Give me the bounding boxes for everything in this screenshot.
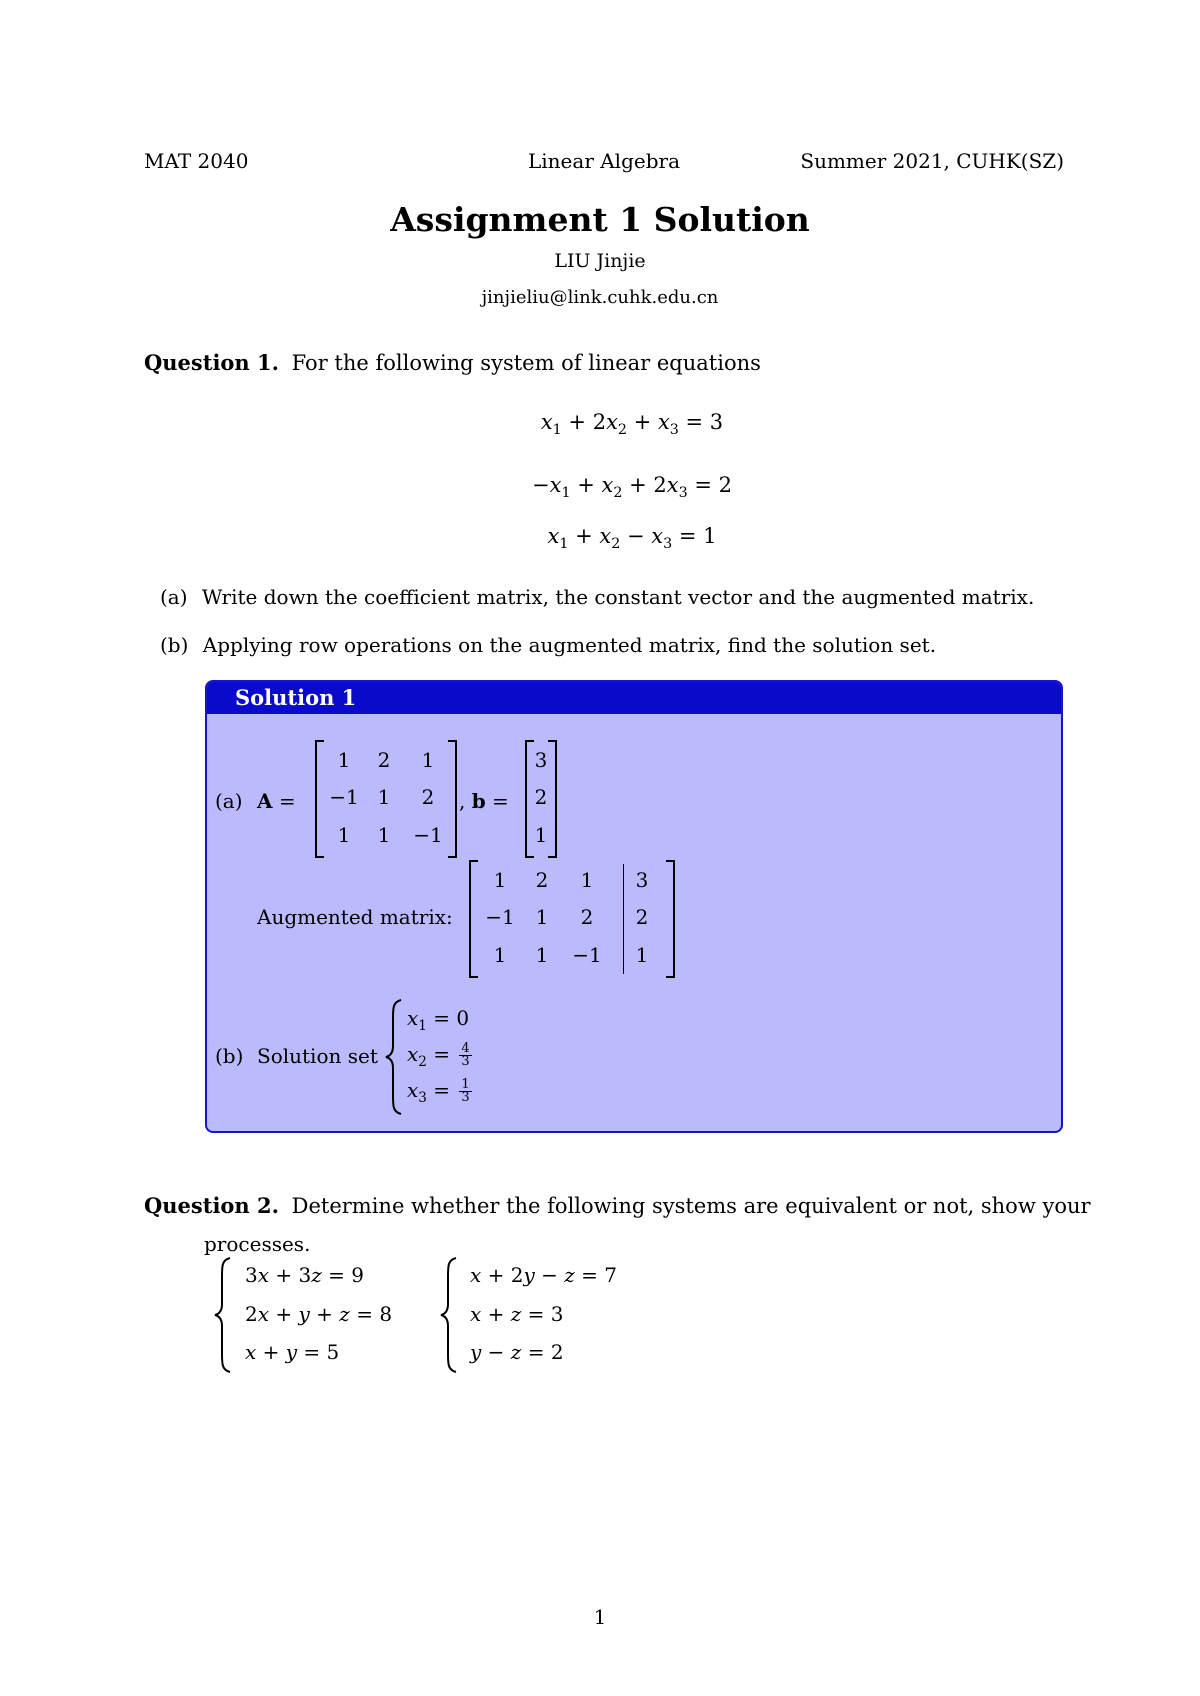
matrix-cell: 1 bbox=[377, 823, 391, 847]
solution-x1: $x_1 = 0$ bbox=[407, 1006, 470, 1034]
header-subject: Linear Algebra bbox=[528, 149, 681, 173]
vector-cell: 1 bbox=[534, 823, 548, 847]
matrix-cell: 2 bbox=[421, 785, 435, 809]
system-1-equation-2: 2x + y + z = 8 bbox=[245, 1302, 393, 1326]
constant-vector bbox=[525, 740, 557, 858]
solution-set-label: Solution set bbox=[257, 1044, 378, 1068]
matrix-cell: 2 bbox=[580, 905, 594, 929]
matrix-cell: 1 bbox=[635, 943, 649, 967]
matrix-cell: −1 bbox=[413, 823, 443, 847]
solution-part-a-label: (a) bbox=[215, 789, 243, 813]
system-1-equation-3: x + y = 5 bbox=[245, 1340, 340, 1364]
coefficient-matrix bbox=[315, 740, 457, 858]
solution-x3: $x_3$ = $\frac{1}{3}$ bbox=[407, 1077, 470, 1106]
question-1-label: Question 1. bbox=[144, 350, 279, 375]
left-brace-icon bbox=[438, 1256, 460, 1374]
header-course: MAT 2040 bbox=[144, 149, 249, 173]
matrix-cell: −1 bbox=[485, 905, 515, 929]
author-name: LIU Jinjie bbox=[554, 250, 646, 272]
matrix-cell: 1 bbox=[493, 868, 507, 892]
fraction: $\frac{1}{3}$ bbox=[461, 1077, 470, 1105]
matrix-cell: 3 bbox=[635, 868, 649, 892]
matrix-cell: 1 bbox=[377, 785, 391, 809]
question-2-label: Question 2. bbox=[144, 1193, 279, 1218]
solution-part-b-label: (b) bbox=[215, 1044, 244, 1068]
solution-title: Solution 1 bbox=[235, 685, 357, 710]
question-2-prompt-continued: processes. bbox=[204, 1232, 311, 1256]
question-1-part-b bbox=[160, 633, 936, 657]
fraction: $\frac{4}{3}$ bbox=[461, 1041, 470, 1069]
matrix-cell: 1 bbox=[535, 943, 549, 967]
part-b-text: Applying row operations on the augmented matrix, find the solution set. bbox=[202, 633, 937, 657]
matrix-cell: −1 bbox=[329, 785, 359, 809]
matrix-cell: 2 bbox=[635, 905, 649, 929]
part-a-text: Write down the coefficient matrix, the constant vector and the augmented matrix. bbox=[201, 585, 1035, 609]
matrix-cell: 1 bbox=[337, 748, 351, 772]
vector-b-label: , b = bbox=[459, 789, 509, 813]
matrix-cell: 1 bbox=[421, 748, 435, 772]
system-2-equation-3: y − z = 2 bbox=[470, 1340, 564, 1364]
left-brace-icon bbox=[383, 998, 405, 1116]
b-symbol: b bbox=[471, 789, 486, 813]
page-number: 1 bbox=[593, 1605, 607, 1629]
matrix-cell: 1 bbox=[493, 943, 507, 967]
A-symbol: A bbox=[257, 789, 273, 813]
matrix-cell: 1 bbox=[580, 868, 594, 892]
augmented-label: Augmented matrix: bbox=[257, 905, 453, 929]
question-2 bbox=[144, 1193, 1091, 1218]
author-email: jinjieliu@link.cuhk.edu.cn bbox=[481, 287, 719, 308]
equation-2: $-x_1 + x_2 + 2x_3 = 2$ bbox=[532, 473, 732, 501]
page-title: Assignment 1 Solution bbox=[390, 200, 810, 239]
question-1-prompt: For the following system of linear equations bbox=[291, 351, 761, 375]
question-1 bbox=[144, 350, 761, 375]
solution-x2: $x_2$ = $\frac{4}{3}$ bbox=[407, 1041, 470, 1070]
left-brace-icon bbox=[212, 1256, 234, 1374]
matrix-cell: 2 bbox=[377, 748, 391, 772]
system-2-equation-2: x + z = 3 bbox=[470, 1302, 564, 1326]
system-1-equation-1: 3x + 3z = 9 bbox=[245, 1263, 364, 1287]
augmented-matrix bbox=[469, 860, 675, 978]
matrix-cell: 1 bbox=[337, 823, 351, 847]
question-2-prompt: Determine whether the following systems are equivalent or not, show your bbox=[291, 1194, 1091, 1218]
matrix-A-label: A = bbox=[257, 789, 296, 813]
equation-3: $x_1 + x_2 - x_3 = 1$ bbox=[547, 524, 717, 552]
matrix-cell: −1 bbox=[572, 943, 602, 967]
solution-header bbox=[207, 682, 1061, 714]
vector-cell: 2 bbox=[534, 785, 548, 809]
solution-box bbox=[205, 680, 1063, 1133]
question-1-part-a bbox=[160, 585, 1034, 609]
header-term: Summer 2021, CUHK(SZ) bbox=[800, 149, 1064, 173]
part-b-marker: (b) bbox=[160, 633, 189, 657]
part-a-marker: (a) bbox=[160, 585, 188, 609]
vector-cell: 3 bbox=[534, 748, 548, 772]
matrix-cell: 2 bbox=[535, 868, 549, 892]
matrix-cell: 1 bbox=[535, 905, 549, 929]
system-2-equation-1: x + 2y − z = 7 bbox=[470, 1263, 618, 1287]
equation-1: $x_1 + 2x_2 + x_3 = 3$ bbox=[540, 410, 724, 438]
